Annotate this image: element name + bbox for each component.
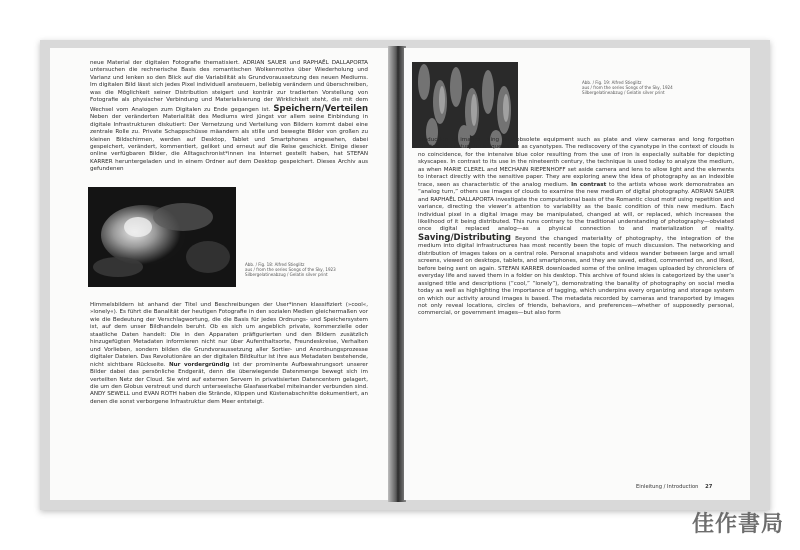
left-para-4: ist der prominente Aufbewahrungsort unserer Bilder dabei das persönliche Endgerät, denn die überwiegende Datenmenge bewegt sich im verteilten Netz der Cloud. Sie wird auf externen Servern in privatisierten Datencentern gelagert, die um den Globus verstreut und durch unterseeische Glasfaserkabel miteinander verbunden sind. ANDY SEWELL und EVAN ROTH haben die Strände, Klippen und Küstenabschnitte dokumentiert, an denen die sonst verborgene Infrastruktur dem Meer entsteigt. [90, 361, 369, 405]
left-inline-bold: Nur vordergründig [168, 361, 230, 368]
right-para-3: Beyond the changed materiality of photography, the integration of the medium into digital infrastructures has most recently been the topic of much discussion. The networking and distribution of images takes on a central role. Personal snapshots and videos wander between large and small screens, viewed on desktops, tablets, and smartphones, and they are saved, edited, commented on, and liked, before being sent on again. STEFAN KARRER downloaded some of the online images uploaded by chroniclers of everyday life and saved them in a folder on his desktop. This archive of found skies is categorized by the user’s assigned title and descriptions (“cool,” “lonely”), demonstrating the banality of photography on social media today as well as highlighting the importance of tagging, which underpins every organizing and storage system on which our activity around images is based. The metadata recorded by cameras and transported by images not only reveal locations, circles of friends, behaviors, and preferences—whether of supposedly personal, commercial, or government images—but also form [418, 235, 734, 317]
right-para-2: to the artists whose work demonstrates an “analog turn,” others use images of clouds to examine the new medium of digital photography. ADRIAN SAUER and RAPHAËL DALLAPORTA investigate the computational basis of the Romantic cloud motif using repetition and variance, directing the viewer’s attention to variability as the basic condition of this new medium. Each individual pixel in a digital image may be manipulated, changed at will, or replaced, which increases the likelihood of it being distributed. This runs contrary to the traditional understanding of photography—obviated once digital replaced analog—as a physical connection to and materialization of reality. [418, 181, 734, 233]
page-number: 27 [705, 484, 713, 490]
right-caption: Abb. / Fig. 19: Alfred Stieglitz aus / from the series Songs of the Sky, 1924 Silbergelatineabzug / Gelatin silver print [582, 80, 673, 96]
right-heading-saving-distributing: Saving/Distributing [418, 232, 511, 243]
left-para-2: Neben der veränderten Materialität des Mediums wird jüngst vor allem seine Einbindung in digitale Infrastrukturen diskutiert: Der Vernetzung und Verteilung von Bildern kommt dabei eine zentrale Rolle zu. Private Schappschüsse mäandern als stille und bewegte Bilder von großen zu kleinen Bildschirmen, werden auf Desktop, Tablet und Smartphones angesehen, dabei gespeichert, verändert, kommentiert, geliket und erneut auf die Reise geschickt. Einige dieser online verfügbaren Bilder, die Alltagschronist*innen ins Internet gestellt haben, hat STEFAN KARRER heruntergeladen und in einem Ordner auf dem Desktop gespeichert. Dieses Archiv aus gefundenen [90, 114, 368, 173]
right-para-1: production of images using now-obsolete equipment such as plate and view cameras and long forgotten nineteenth-century techniques such as cyanotypes. The rediscovery of the cyanotype in the context of clouds is no coincidence, for the intensive blue color resulting from the use of iron is especially suitable for depicting skyscapes. In contrast to its use in the nineteenth century, the technique is used today to analyze the medium, as when MARIE CLEREL and MECHANN RIEPENHOFF set aside camera and lens to allow light and the elements to interact directly with the sensitive paper. They are exploring anew the idea of photography as an indexible trace, seen as characteristic of the analog medium. [418, 137, 734, 188]
left-caption: Abb. / Fig. 18: Alfred Stieglitz aus / from the series Songs of the Sky, 1923 Silbergelatineabzug / Gelatin silver print [245, 262, 336, 278]
right-cloud-photo [412, 62, 518, 148]
watermark-logo: 佳作書局 [691, 511, 784, 537]
footer-label: Einleitung / Introduction [636, 484, 699, 490]
left-text-top [90, 60, 368, 174]
left-page [50, 48, 390, 500]
left-cloud-photo [88, 187, 236, 287]
right-page [404, 48, 750, 500]
left-text-bottom [90, 302, 368, 406]
left-para-1: neue Material der digitalen Fotografie thematisiert. ADRIAN SAUER und RAPHAËL DALLAPORTA untersuchen die rechnerische Basis des romantischen Wolkenmotivs über Wiederholung und Varianz und lenken so den Blick auf die Variabilität als Grundvoraussetzung des neuen Mediums. Im digitalen Bild lässt sich jedes Pixel individuell ansteuern, beliebig verändern und überschreiben, was die Möglichkeit seiner Distribution steigert und konträr zur tradierten Vorstellung von Fotografie als physischer Verbindung und Materialisierung der Wirklichkeit steht, die mit dem Wechsel vom Analogen zum Digitalen zu Ende gegangen ist. [90, 60, 368, 113]
left-para-3: Himmelsbildern ist anhand der Titel und Beschreibungen der User*innen klassifiziert (»cool«, »lonely«). Es führt die Banalität der heutigen Fotografie in den sozialen Medien gleichermaßen vor wie die Bedeutung der Verschlagwortung, die die Basis für jedes Ordnungs- und Speichersystem ist, auf dem unser Bildhandeln beruht. Ob es sich um angeblich private, kommerzielle oder staatliche Daten handelt: Die in den Apparaten präfigurierten und den Bildern zusätzlich hinzugefügten Metadaten informieren nicht nur über Aufenthaltsorte, Freundeskreise, Verhalten und Vorlieben, sondern bilden die Grundvoraussetzung aller Sortier- und Anordnungsprozesse digitaler Dateien. Das Revolutionäre an der digitalen Bildkultur ist ihre aus Metadaten bestehende, nicht sichtbare Rückseite. [90, 302, 368, 368]
right-inline-bold: In contrast [571, 181, 607, 188]
page-footer [636, 484, 712, 490]
right-text [418, 137, 734, 318]
left-heading-speichern-verteilen: Speichern/Verteilen [273, 103, 369, 114]
